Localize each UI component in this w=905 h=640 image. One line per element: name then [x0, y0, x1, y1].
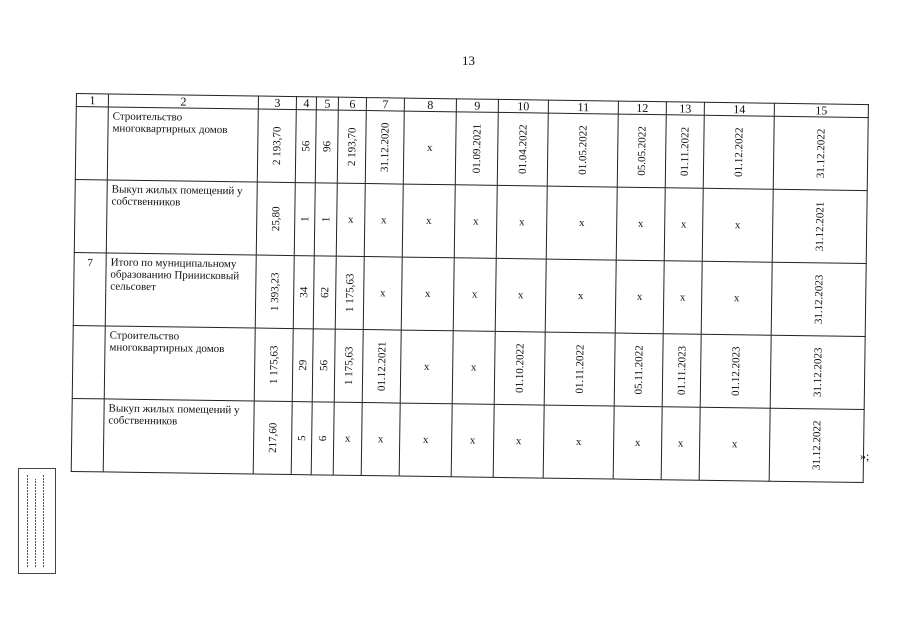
cell-value: 5 [295, 435, 308, 442]
cell-value: x [517, 289, 524, 302]
cell-value: 31.12.2021 [813, 201, 827, 252]
stamp-text-graphic [23, 473, 52, 569]
cell-value: 31.12.2022 [810, 420, 823, 471]
program-table-wrapper [71, 93, 868, 476]
cell-col9 [452, 331, 495, 405]
header-cell: 8 [404, 98, 456, 112]
program-table [71, 93, 869, 483]
cell-value: x [380, 214, 387, 227]
cell-col12 [615, 260, 664, 334]
cell-value: x [470, 361, 477, 374]
cell-value: x [426, 141, 433, 154]
cell-value: 01.04.2022 [516, 124, 530, 175]
header-cell: 9 [456, 99, 498, 113]
header-cell: 14 [704, 102, 774, 116]
cell-value: 31.12.2020 [378, 122, 392, 173]
cell-col11 [544, 332, 615, 406]
cell-col9 [454, 185, 497, 259]
cell-col11 [546, 186, 617, 260]
cell-value: 56 [299, 140, 312, 152]
header-cell: 12 [618, 101, 666, 115]
cell-col10 [496, 185, 547, 259]
cell-cost [255, 255, 294, 329]
cell-value: 01.11.2022 [678, 126, 692, 177]
cell-value: x [347, 213, 354, 226]
table-row [71, 398, 864, 482]
cell-col11 [543, 405, 614, 479]
table-row [75, 107, 868, 191]
cell-col15 [769, 408, 864, 482]
cell-value: 1 175,63 [343, 273, 357, 313]
table-row [73, 252, 866, 336]
cell-value: x [637, 217, 644, 230]
cell-value: 01.09.2021 [470, 123, 484, 174]
cell-col12 [616, 187, 665, 261]
cell-col13 [662, 334, 701, 408]
header-cell: 5 [316, 97, 338, 110]
row-name-cell: Выкуп жилых помещений у собственников [103, 399, 254, 474]
cell-value: 1 [298, 216, 311, 223]
cell-value: 31.12.2023 [811, 347, 825, 398]
cell-value: 01.11.2022 [573, 344, 587, 394]
cell-col14 [700, 334, 771, 408]
cell-col15 [772, 189, 867, 263]
cell-value: 1 175,63 [267, 345, 280, 385]
cell-value: 6 [316, 435, 329, 442]
header-cell: 11 [548, 100, 618, 114]
cell-value: 05.11.2022 [632, 345, 646, 395]
header-cell: 7 [366, 98, 404, 112]
table-row [74, 179, 867, 263]
registration-stamp [18, 468, 56, 574]
row-number-cell [74, 179, 107, 252]
cell-value: x [680, 218, 687, 231]
header-cell: 10 [498, 99, 548, 113]
cell-col12 [617, 114, 666, 188]
cell-col12 [614, 333, 663, 407]
header-cell: 3 [258, 96, 296, 110]
cell-col4 [293, 256, 314, 329]
cell-col6 [336, 183, 365, 256]
cell-value: x [733, 292, 740, 305]
header-cell: 6 [338, 97, 366, 110]
cell-col9 [453, 258, 496, 332]
header-cell: 1 [76, 94, 108, 107]
cell-value: 25,80 [269, 206, 282, 232]
cell-col6 [337, 110, 366, 183]
cell-col10 [495, 258, 546, 332]
cell-value: x [425, 214, 432, 227]
cell-col7 [361, 403, 400, 477]
cell-value: x [634, 436, 641, 449]
cell-col15 [771, 262, 866, 336]
cell-value: x [731, 438, 738, 451]
table-row [72, 325, 865, 409]
cell-value: x [423, 360, 430, 373]
cell-col14 [703, 115, 774, 189]
cell-col13 [663, 261, 702, 335]
cell-value: 01.05.2022 [576, 125, 590, 175]
cell-value: x [515, 435, 522, 448]
cell-value: x [471, 288, 478, 301]
header-cell: 13 [666, 102, 704, 116]
row-number-cell [75, 107, 108, 180]
cell-col14 [701, 261, 772, 335]
cell-value: 01.12.2021 [375, 341, 389, 392]
row-name-cell: Выкуп жилых помещений у собственников [106, 180, 257, 255]
cell-value: x [636, 290, 643, 303]
cell-value: 2 193,70 [345, 127, 359, 167]
row-number-cell [71, 398, 104, 471]
cell-cost [256, 182, 295, 256]
cell-col8 [402, 184, 455, 258]
cell-value: x [469, 434, 476, 447]
row-number-cell: 7 [73, 252, 106, 325]
cell-col4 [291, 402, 312, 475]
row-name-cell: Строительство многоквартирных домов [107, 107, 258, 182]
cell-cost [254, 328, 293, 402]
cell-value: x [577, 290, 584, 303]
cell-value: 96 [320, 140, 333, 153]
cell-col4 [292, 329, 313, 402]
header-cell: 2 [108, 94, 258, 109]
cell-value: 05.05.2022 [635, 126, 649, 176]
cell-col4 [294, 183, 315, 256]
stamp-lines-icon [23, 473, 49, 569]
cell-value: x [424, 287, 431, 300]
cell-value: x [575, 436, 582, 449]
cell-value: 2 193,70 [270, 126, 284, 166]
cell-value: x [734, 219, 741, 232]
cell-col7 [365, 111, 404, 185]
header-cell: 15 [774, 103, 868, 117]
closing-quote-mark: »; [860, 449, 870, 463]
cell-col9 [455, 112, 498, 186]
cell-col5 [312, 329, 335, 402]
cell-value: 1 393,23 [268, 272, 282, 312]
cell-col6 [334, 329, 363, 402]
cell-value: 31.12.2022 [814, 128, 828, 179]
cell-col7 [363, 257, 402, 331]
cell-cost [253, 401, 292, 475]
cell-col10 [497, 112, 548, 186]
cell-col11 [547, 113, 618, 187]
cell-col4 [295, 110, 316, 183]
cell-col5 [313, 256, 336, 329]
cell-col5 [311, 402, 334, 475]
cell-col14 [699, 407, 770, 481]
cell-value: x [377, 433, 384, 446]
cell-col13 [665, 115, 704, 189]
cell-value: 31.12.2023 [812, 274, 826, 325]
cell-value: x [578, 217, 585, 230]
cell-col11 [545, 259, 616, 333]
cell-value: x [379, 287, 386, 300]
cell-value: x [518, 216, 525, 229]
cell-col6 [333, 402, 362, 475]
cell-col9 [451, 404, 494, 478]
cell-value: x [679, 291, 686, 304]
cell-value: 62 [318, 286, 331, 299]
cell-value: 217,60 [266, 422, 279, 453]
row-name-cell: Строительство многоквартирных домов [104, 326, 255, 401]
cell-col7 [364, 184, 403, 258]
cell-value: 29 [296, 359, 309, 371]
cell-col10 [493, 404, 544, 478]
cell-col5 [315, 110, 338, 183]
cell-col7 [362, 330, 401, 404]
cell-value: 01.10.2022 [513, 343, 527, 394]
cell-col15 [770, 335, 865, 409]
cell-col8 [403, 111, 456, 185]
cell-value: 1 175,63 [342, 346, 355, 386]
cell-col12 [613, 406, 662, 480]
cell-value: x [677, 437, 684, 450]
page-number: 13 [462, 53, 475, 68]
cell-col6 [335, 256, 364, 329]
cell-col8 [399, 403, 452, 477]
cell-value: 01.12.2022 [732, 127, 746, 178]
row-number-cell [72, 325, 105, 398]
cell-col10 [494, 331, 545, 405]
cell-value: 01.11.2023 [675, 345, 689, 396]
cell-col15 [773, 116, 868, 190]
cell-value: 34 [297, 286, 310, 298]
cell-col8 [400, 330, 453, 404]
row-name-cell: Итого по муниципальному образованию Прииисковый сельсовет [105, 253, 256, 328]
cell-col14 [702, 188, 773, 262]
cell-col5 [314, 183, 337, 256]
cell-col13 [664, 188, 703, 262]
cell-value: x [344, 432, 351, 445]
cell-value: 56 [317, 359, 330, 372]
cell-col8 [401, 257, 454, 331]
cell-value: 01.12.2023 [729, 346, 743, 397]
cell-cost [257, 109, 296, 183]
cell-value: x [422, 433, 429, 446]
header-cell: 4 [296, 97, 316, 110]
cell-value: 1 [319, 216, 332, 223]
cell-value: x [472, 215, 479, 228]
cell-col13 [661, 407, 700, 481]
